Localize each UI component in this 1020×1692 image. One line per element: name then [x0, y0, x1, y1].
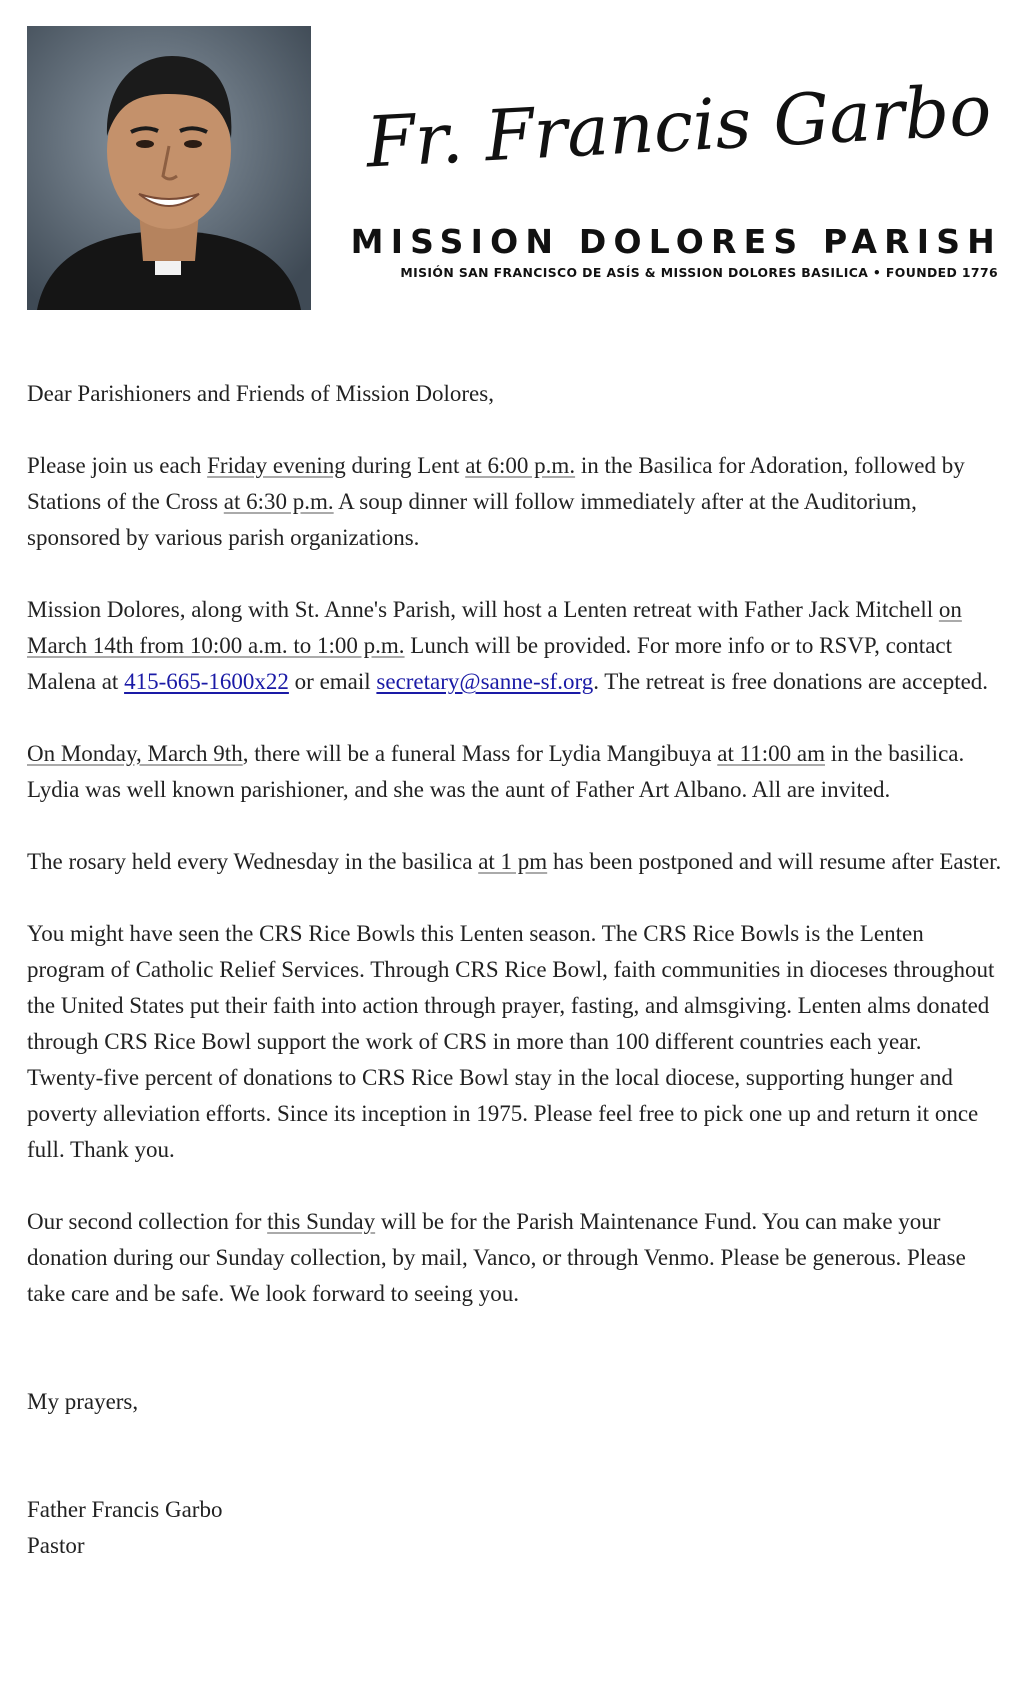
time-link-rosary[interactable]: at 1 pm: [478, 849, 548, 874]
date-link-friday[interactable]: Friday evening: [207, 453, 346, 478]
time-link-stations[interactable]: at 6:30 p.m.: [223, 489, 334, 514]
closing: My prayers,: [27, 1389, 139, 1414]
paragraph-rosary: [27, 844, 1002, 880]
paragraph-rice-bowl: You might have seen the CRS Rice Bowls this Lenten season. The CRS Rice Bowls is the Lenten program of Catholic Relief Services. Through CRS Rice Bowl, faith communities in dioceses throughout the United States put their faith into action through prayer, fasting, and almsgiving. Lenten alms donated through CRS Rice Bowl support the work of CRS in more than 100 different countries each year. Twenty-five percent of donations to CRS Rice Bowl stay in the local diocese, supporting hunger and poverty alleviation efforts. Since its inception in 1975. Please feel free to pick one up and return it once full. Thank you.: [27, 921, 995, 1162]
text: has been postponed and will resume after Easter.: [547, 849, 1002, 874]
text: Our second collection for: [27, 1209, 268, 1234]
text: Please join us each: [27, 453, 208, 478]
email-link[interactable]: secretary@sanne-sf.org: [376, 669, 594, 694]
text: The rosary held every Wednesday in the basilica: [27, 849, 479, 874]
pastor-photo: [27, 26, 311, 310]
paragraph-friday-adoration: [27, 448, 1002, 556]
text: . The retreat is free donations are accepted.: [593, 669, 989, 694]
parish-subtitle: MISIÓN SAN FRANCISCO DE ASÍS & MISSION DOLORES BASILICA • FOUNDED 1776: [400, 265, 998, 280]
time-link-adoration[interactable]: at 6:00 p.m.: [465, 453, 576, 478]
text: A soup dinner will follow immediately after at the Auditorium, sponsored by various parish organizations.: [27, 489, 917, 550]
paragraph-lenten-retreat: [27, 592, 1002, 700]
signer-title: Pastor: [27, 1533, 85, 1558]
text: during Lent: [345, 453, 466, 478]
time-link-funeral[interactable]: at 11:00 am: [717, 741, 825, 766]
date-link-sunday[interactable]: this Sunday: [267, 1209, 376, 1234]
pastor-signature: [364, 68, 994, 240]
paragraph-funeral-mass: [27, 736, 1002, 808]
letter-body: [27, 376, 1002, 1564]
parish-name: MISSION DOLORES PARISH: [350, 222, 1002, 261]
text: Lunch will be provided. For more info or to RSVP, contact Malena at: [27, 633, 952, 694]
text: in the Basilica for Adoration, followed by Stations of the Cross: [27, 453, 965, 514]
svg-text:Fr. Francis Garbo: Fr. Francis Garbo: [364, 68, 994, 184]
date-link-retreat[interactable]: on March 14th from 10:00 a.m. to 1:00 p.m.: [27, 597, 962, 658]
text: or email: [288, 669, 377, 694]
text: , there will be a funeral Mass for Lydia Mangibuya: [242, 741, 718, 766]
paragraph-second-collection: [27, 1204, 1002, 1312]
text: will be for the Parish Maintenance Fund. You can make your donation during our Sunday collection, by mail, Vanco, or through Venmo. Please be generous. Please take care and be safe. We look forward to seeing you.: [27, 1209, 966, 1306]
letter-header: [0, 0, 1020, 330]
signer-name: Father Francis Garbo: [27, 1497, 223, 1522]
greeting: Dear Parishioners and Friends of Mission Dolores,: [27, 381, 494, 406]
phone-link[interactable]: 415-665-1600x22: [124, 669, 289, 694]
text: Mission Dolores, along with St. Anne's Parish, will host a Lenten retreat with Father Jack Mitchell: [27, 597, 939, 622]
date-link-funeral[interactable]: On Monday, March 9th: [27, 741, 243, 766]
text: in the basilica. Lydia was well known parishioner, and she was the aunt of Father Art Albano. All are invited.: [27, 741, 965, 802]
